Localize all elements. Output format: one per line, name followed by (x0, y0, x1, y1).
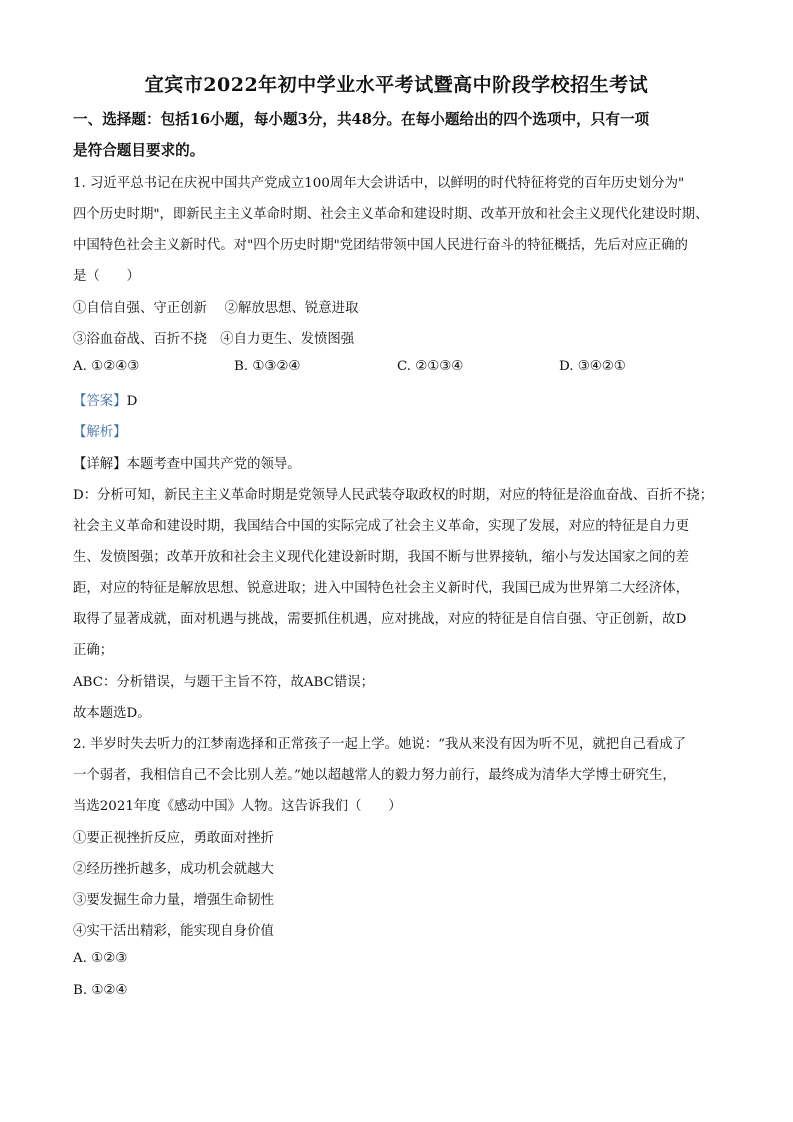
q1-option-c: C. ②①③④ (397, 359, 464, 374)
q1-option-b: B. ①③②④ (234, 359, 301, 374)
q2-item-line: ④实干活出精彩，能实现自身价值 (73, 924, 274, 939)
section-heading-line2: 是符合题目要求的。 (73, 142, 205, 159)
q2-stem-line: 当选2021年度《感动中国》人物。这告诉我们（ ） (73, 799, 402, 814)
analysis-label: 【解析】 (73, 425, 127, 440)
q2-option-b: B. ①②④ (73, 983, 128, 998)
q1-detail-line: 取得了显著成就，面对机遇与挑战，需要抓住机遇，应对挑战，对应的特征是自信自强、守正创新，故D (73, 612, 687, 627)
q1-detail-line: 【详解】本题考查中国共产党的领导。 (73, 457, 301, 472)
q1-detail-line: 社会主义革命和建设时期，我国结合中国的实际完成了社会主义革命，实现了发展，对应的特征是自力更 (73, 519, 689, 534)
q2-option-a: A. ①②③ (73, 951, 128, 966)
q1-detail-line: ABC：分析错误，与题干主旨不符，故ABC错误； (73, 675, 375, 690)
section-heading-line1: 一、选择题：包括16小题，每小题3分，共48分。在每小题给出的四个选项中，只有一项 (73, 111, 650, 128)
q1-item-line: ①自信自强、守正创新 ②解放思想、锐意进取 (73, 301, 359, 316)
q1-stem-line: 是（ ） (73, 269, 140, 284)
q1-stem-line: 中国特色社会主义新时代。对"四个历史时期"党团结带领中国人民进行奋斗的特征概括，先后对应正确的 (73, 238, 688, 253)
q2-stem-line: 一个弱者，我相信自己不会比别人差。”她以超越常人的毅力努力前行，最终成为清华大学博士研究生， (73, 768, 676, 783)
q1-item-line: ③浴血奋战、百折不挠 ④自力更生、发愤图强 (73, 332, 355, 347)
q1-option-d: D. ③④②① (559, 359, 626, 374)
q1-answer (73, 390, 137, 409)
q2-item-line: ②经历挫折越多，成功机会就越大 (73, 862, 274, 877)
q1-option-a: A. ①②④③ (73, 359, 140, 374)
q1-detail-line: 正确； (73, 643, 114, 658)
q1-detail-line: D：分析可知，新民主主义革命时期是党领导人民武装夺取政权的时期，对应的特征是浴血奋战、百折不挠； (73, 488, 714, 503)
answer-label: 【答案】 (73, 394, 127, 409)
q1-detail-line: 距，对应的特征是解放思想、锐意进取；进入中国特色社会主义新时代，我国已成为世界第二大经济体， (73, 581, 689, 596)
q2-stem-line: 2. 半岁时失去听力的江梦南选择和正常孩子一起上学。她说：“我从来没有因为听不见，就把自己看成了 (73, 737, 687, 752)
q2-item-line: ①要正视挫折反应，勇敢面对挫折 (73, 831, 274, 846)
q1-detail-line: 故本题选D。 (73, 706, 151, 721)
q2-item-line: ③要发掘生命力量，增强生命韧性 (73, 893, 274, 908)
exam-title: 宜宾市2022年初中学业水平考试暨高中阶段学校招生考试 (144, 74, 649, 96)
answer-value: D (126, 394, 138, 409)
q1-stem-line: 1. 习近平总书记在庆祝中国共产党成立100周年大会讲话中，以鲜明的时代特征将党的百年历史划分为" (73, 176, 685, 191)
q1-stem-line: 四个历史时期"，即新民主主义革命时期、社会主义革命和建设时期、改革开放和社会主义现代化建设时期、 (73, 207, 709, 222)
q1-detail-line: 生、发愤图强；改革开放和社会主义现代化建设新时期，我国不断与世界接轨，缩小与发达国家之间的差 (73, 550, 689, 565)
